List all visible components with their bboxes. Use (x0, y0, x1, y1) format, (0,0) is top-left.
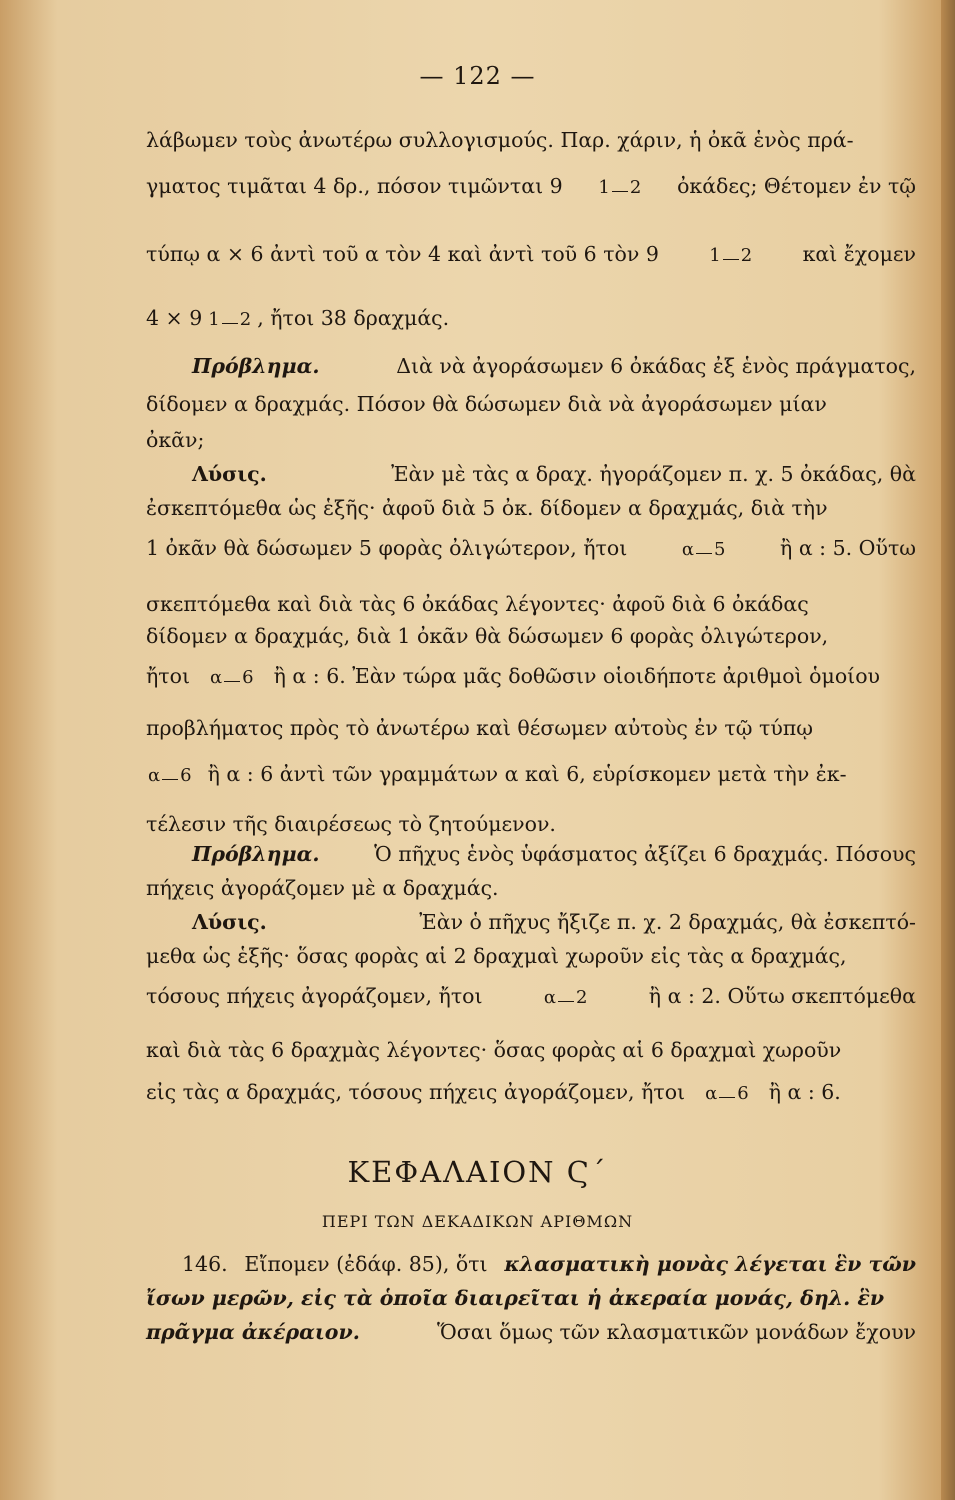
definition-text: ἴσων μερῶν, εἰς τὰ ὁποῖα διαιρεῖται ἡ ἀκεραία μονάς, δηλ. ἓν (146, 1286, 885, 1310)
chapter-title: ΚΕΦΑΛΑΙΟΝ Ϛ΄ (347, 1155, 608, 1189)
fraction-alpha-over-two: α 2 (543, 987, 588, 1008)
text-line (192, 910, 916, 934)
fraction-alpha-over-six: α 6 (705, 1083, 749, 1104)
page-edge-shadow (941, 0, 955, 1500)
text-line (146, 536, 916, 560)
problem-heading: Πρόβλημα. (192, 354, 320, 378)
line-text: δίδομεν α δραχμάς. Πόσον θὰ δώσωμεν διὰ νὰ ἀγοράσωμεν μίαν (146, 392, 827, 416)
text-line (192, 842, 916, 866)
line-text: ἢ α : 2. Οὕτω σκεπτόμεθα (648, 984, 916, 1008)
line-text: ἢ α : 6 ἀντὶ τῶν γραμμάτων α καὶ 6, εὑρίσκομεν μετὰ τὴν ἐκ- (207, 762, 847, 786)
line-text: Διὰ νὰ ἀγοράσωμεν 6 ὀκάδας ἐξ ἑνὸς πράγματος, (396, 354, 916, 378)
line-text: γματος τιμᾶται 4 δρ., πόσον τιμῶνται 9 (146, 174, 563, 198)
text-line (146, 812, 916, 836)
text-line (146, 762, 916, 786)
line-text: ἢ α : 5. Οὕτω (780, 536, 916, 560)
text-line (146, 716, 916, 740)
fraction-alpha-over-five: α 5 (681, 539, 726, 560)
definition-text: κλασματικὴ μονὰς λέγεται ἓν τῶν (504, 1252, 916, 1276)
line-text: σκεπτόμεθα καὶ διὰ τὰς 6 ὀκάδας λέγοντες· ἀφοῦ διὰ 6 ὀκάδας (146, 592, 809, 616)
page-number: — 122 — (419, 62, 536, 90)
fraction-one-half: 1 2 (208, 309, 252, 330)
text-line (146, 984, 916, 1008)
line-text: καὶ ἔχομεν (802, 242, 916, 266)
fraction-one-half: 1 2 (709, 245, 753, 266)
fraction-alpha-over-six: α 6 (210, 667, 254, 688)
line-text: εἰς τὰς α δραχμάς, τόσους πήχεις ἀγοράζομεν, ἤτοι (146, 1080, 686, 1104)
line-text: Ἐὰν ὁ πῆχυς ἤξιζε π. χ. 2 δραχμάς, θὰ ἐσκεπτό- (419, 910, 916, 934)
text-line (146, 1286, 916, 1310)
text-line (146, 944, 916, 968)
fraction-alpha-over-six: α 6 (148, 765, 192, 786)
text-line (192, 462, 916, 486)
text-line (146, 1038, 916, 1062)
line-text: ὀκάδες; Θέτομεν ἐν τῷ (677, 174, 916, 198)
fraction-one-half: 1 2 (598, 177, 642, 198)
line-text: ἤτοι (146, 664, 191, 688)
line-text: ὀκᾶν; (146, 428, 205, 452)
text-line (146, 242, 916, 266)
text-line (146, 664, 916, 688)
text-line (146, 496, 916, 520)
line-text: δίδομεν α δραχμάς, διὰ 1 ὀκᾶν θὰ δώσωμεν 6 φορὰς ὀλιγώτερον, (146, 624, 829, 648)
text-line (146, 624, 916, 648)
text-line (146, 1080, 916, 1104)
definition-text: πρᾶγμα ἀκέραιον. (146, 1320, 360, 1344)
line-text: τόσους πήχεις ἀγοράζομεν, ἤτοι (146, 984, 483, 1008)
line-text: ἢ α : 6. Ἐὰν τώρα μᾶς δοθῶσιν οἱοιδήποτε ἀριθμοὶ ὁμοίου (273, 664, 880, 688)
line-text: ἢ α : 6. (768, 1080, 841, 1104)
line-text: καὶ διὰ τὰς 6 δραχμὰς λέγοντες· ὅσας φορὰς αἱ 6 δραχμαὶ χωροῦν (146, 1038, 842, 1062)
solution-heading: Λύσις. (192, 462, 267, 486)
text-line (182, 1252, 916, 1276)
solution-heading: Λύσις. (192, 910, 267, 934)
line-text-wrap (208, 762, 916, 786)
text-line (146, 306, 916, 330)
text-line (192, 354, 916, 378)
text-line (146, 392, 916, 416)
line-text: , ἤτοι 38 δραχμάς. (257, 306, 450, 330)
text-line (146, 174, 916, 198)
line-text: Ὅσαι ὅμως τῶν κλασματικῶν μονάδων ἔχουν (437, 1320, 916, 1344)
line-text: προβλήματος πρὸς τὸ ἀνωτέρω καὶ θέσωμεν αὐτοὺς ἐν τῷ τύπῳ (146, 716, 813, 740)
problem-heading: Πρόβλημα. (192, 842, 320, 866)
text-line (146, 876, 916, 900)
line-text: λάβωμεν τοὺς ἀνωτέρω συλλογισμούς. Παρ. χάριν, ἡ ὀκᾶ ἑνὸς πρά- (146, 128, 854, 152)
line-text: τέλεσιν τῆς διαιρέσεως τὸ ζητούμενον. (146, 812, 556, 836)
section-number: 146. (182, 1252, 228, 1276)
text-line (146, 1320, 916, 1344)
line-text: ἐσκεπτόμεθα ὡς ἑξῆς· ἀφοῦ διὰ 5 ὀκ. δίδομεν α δραχμάς, διὰ τὴν (146, 496, 828, 520)
line-text: τύπῳ α × 6 ἀντὶ τοῦ α τὸν 4 καὶ ἀντὶ τοῦ 6 τὸν 9 (146, 242, 659, 266)
line-text: πήχεις ἀγοράζομεν μὲ α δραχμάς. (146, 876, 499, 900)
line-text: 1 ὀκᾶν θὰ δώσωμεν 5 φορὰς ὀλιγώτερον, ἤτοι (146, 536, 628, 560)
chapter-subtitle: ΠΕΡΙ ΤΩΝ ΔΕΚΑΔΙΚΩΝ ΑΡΙΘΜΩΝ (321, 1212, 634, 1231)
line-text: μεθα ὡς ἑξῆς· ὅσας φορὰς αἱ 2 δραχμαὶ χωροῦν εἰς τὰς α δραχμάς, (146, 944, 847, 968)
line-text: Ὁ πῆχυς ἑνὸς ὑφάσματος ἀξίζει 6 δραχμάς. Πόσους (374, 842, 916, 866)
text-line (146, 128, 916, 152)
line-text: 4 × 9 (146, 306, 203, 330)
line-text: Εἴπομεν (ἐδάφ. 85), ὅτι (244, 1252, 488, 1276)
text-line (146, 428, 916, 452)
line-text: Ἐὰν μὲ τὰς α δραχ. ἠγοράζομεν π. χ. 5 ὀκάδας, θὰ (391, 462, 916, 486)
text-line (146, 592, 916, 616)
